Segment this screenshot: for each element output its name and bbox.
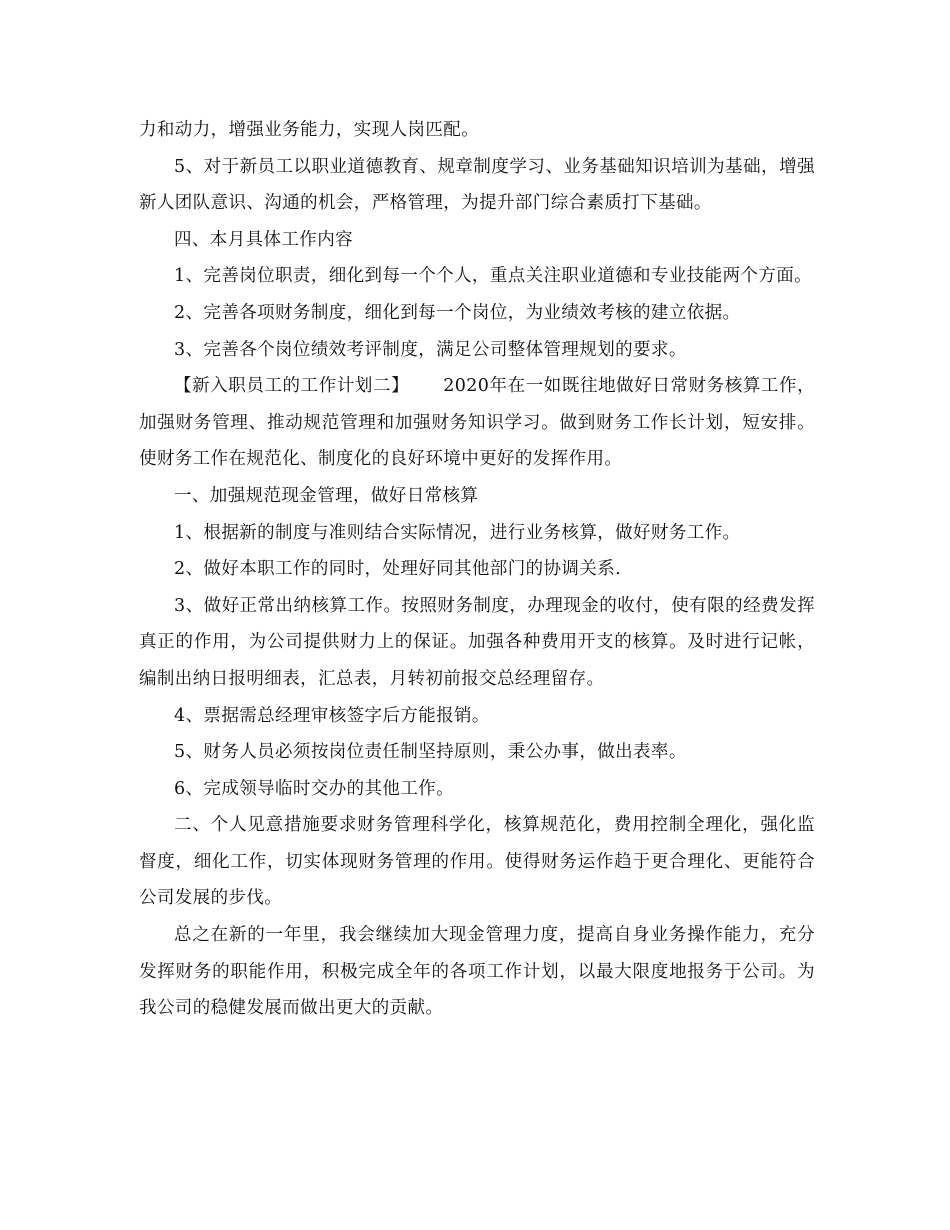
paragraph-plan-two xyxy=(139,368,815,478)
paragraph-continuation: 力和动力，增强业务能力，实现人岗匹配。 xyxy=(139,120,480,140)
document-body xyxy=(139,112,815,1027)
plan-two-intro: 2020年在一如既往地做好日常财务核算工作，加强财务管理、推动规范管理和加强财务知识学习。做到财务工作长计划，短安排。使财务工作在规范化、制度化的良好环境中更好的发挥作用。 xyxy=(139,376,815,470)
paragraph-item-2-finance-rules: 2、完善各项财务制度，细化到每一个岗位，为业绩效考核的建立依据。 xyxy=(174,302,741,323)
paragraph-item-3-performance: 3、完善各个岗位绩效考评制度，满足公司整体管理规划的要求。 xyxy=(174,339,687,360)
paragraph-new-employee-training: 5、对于新员工以职业道德教育、规章制度学习、业务基础知识培训为基础，增强新人团队意识、沟通的机会，严格管理，为提升部门综合素质打下基础。 xyxy=(139,156,815,214)
section-heading-monthly-work: 四、本月具体工作内容 xyxy=(174,229,353,250)
paragraph-cash-item-2: 2、做好本职工作的同时，处理好同其他部门的协调关系. xyxy=(174,559,622,580)
paragraph-cash-item-5: 5、财务人员必须按岗位责任制坚持原则，秉公办事，做出表率。 xyxy=(174,742,687,763)
paragraph-personal-suggestions: 二、个人见意措施要求财务管理科学化，核算规范化，费用控制全理化，强化监督度，细化工作，切实体现财务管理的作用。使得财务运作趋于更合理化、更能符合公司发展的步伐。 xyxy=(139,815,815,909)
paragraph-cash-item-3: 3、做好正常出纳核算工作。按照财务制度，办理现金的收付，使有限的经费发挥真正的作用，为公司提供财力上的保证。加强各种费用开支的核算。及时进行记帐，编制出纳日报明细表，汇总表，月转初前报交总经理留存。 xyxy=(139,595,815,689)
section-heading-cash-management: 一、加强规范现金管理，做好日常核算 xyxy=(174,485,479,506)
paragraph-cash-item-6: 6、完成领导临时交办的其他工作。 xyxy=(174,778,455,799)
paragraph-cash-item-4: 4、票据需总经理审核签字后方能报销。 xyxy=(174,705,490,726)
paragraph-item-1-duties: 1、完善岗位职责，细化到每一个个人，重点关注职业道德和专业技能两个方面。 xyxy=(174,266,813,287)
plan-two-heading: 【新入职员工的工作计划二】 xyxy=(174,376,410,397)
paragraph-cash-item-1: 1、根据新的制度与准则结合实际情况，进行业务核算，做好财务工作。 xyxy=(174,522,741,543)
paragraph-conclusion: 总之在新的一年里，我会继续加大现金管理力度，提高自身业务操作能力，充分发挥财务的职能作用，积极完成全年的各项工作计划，以最大限度地报务于公司。为我公司的稳健发展而做出更大的贡献。 xyxy=(139,925,815,1019)
